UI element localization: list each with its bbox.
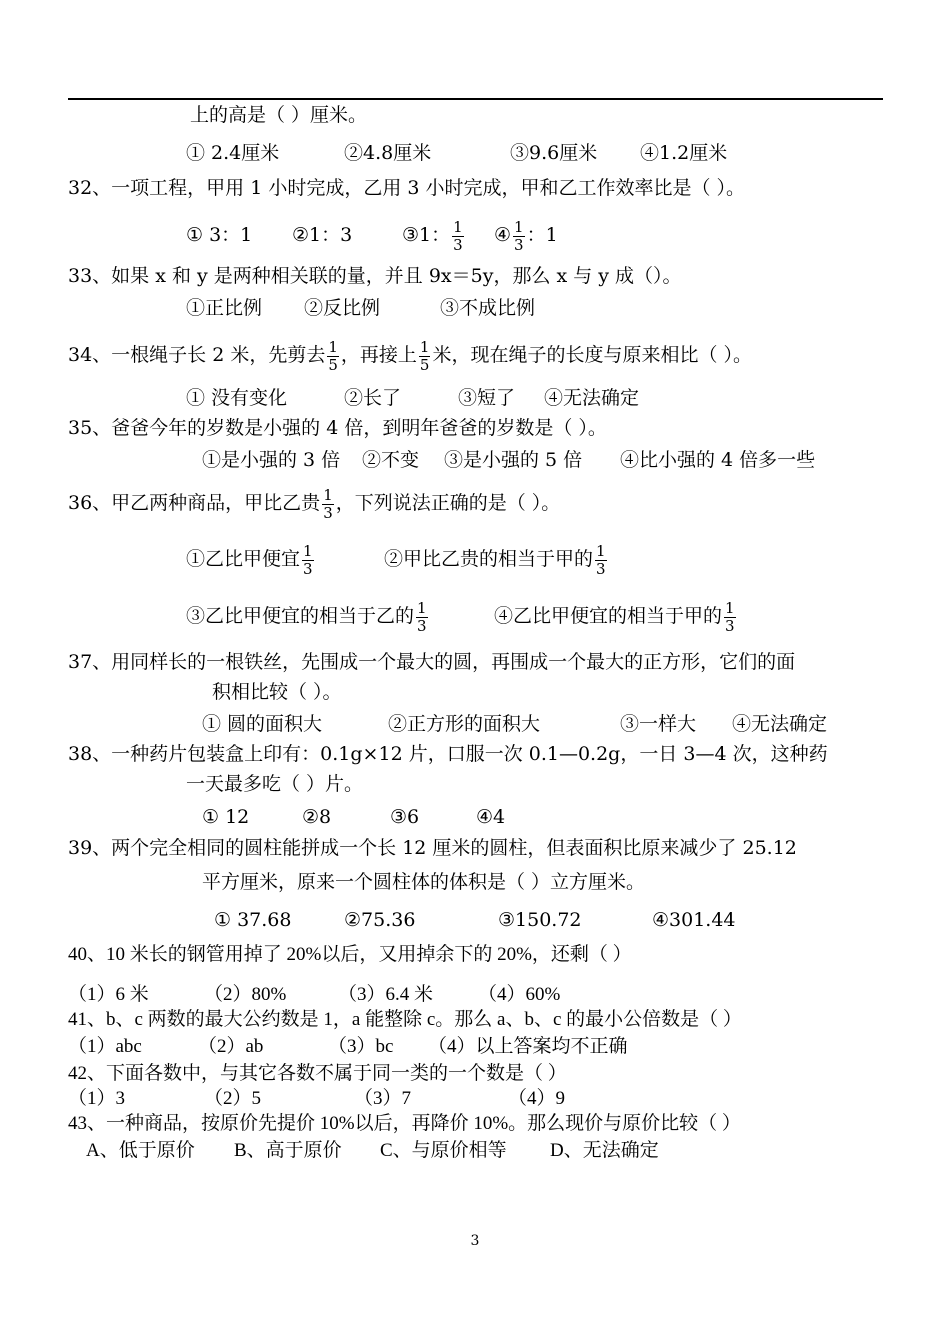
question-37-line-2: 积相比较（ ）。 xyxy=(212,681,342,703)
option-2[interactable]: ②长了 xyxy=(344,387,402,409)
question-41-options xyxy=(68,1035,628,1059)
option-3[interactable]: ③150.72 xyxy=(498,909,582,931)
option-2[interactable]: （2）5 xyxy=(204,1088,262,1109)
fraction: $\frac{1}{5}$ xyxy=(328,337,338,374)
option-d[interactable]: D、无法确定 xyxy=(550,1140,659,1161)
option-3[interactable]: （3）7 xyxy=(354,1088,412,1109)
fraction: $\frac{1}{5}$ xyxy=(419,337,430,374)
question-36-options-b xyxy=(186,597,738,635)
option-3[interactable]: ③不成比例 xyxy=(440,297,536,319)
option-1[interactable]: ① 圆的面积大 xyxy=(202,713,323,735)
option-4[interactable]: ④比小强的 4 倍多一些 xyxy=(620,449,816,471)
option-3[interactable] xyxy=(402,218,494,254)
option-4[interactable]: ④301.44 xyxy=(652,909,736,931)
option-3[interactable]: ③一样大 xyxy=(620,713,697,735)
option-4[interactable] xyxy=(494,218,558,254)
option-1[interactable]: ① 3：1 xyxy=(186,224,253,246)
option-2[interactable] xyxy=(384,540,609,578)
option-3-label: ③乙比甲便宜的相当于乙的 xyxy=(186,605,415,627)
option-c[interactable]: C、与原价相等 xyxy=(380,1140,507,1161)
option-1-label: ①乙比甲便宜 xyxy=(186,548,301,570)
option-2[interactable]: ②1：3 xyxy=(292,224,353,246)
option-4[interactable] xyxy=(494,597,738,635)
option-4[interactable]: ④无法确定 xyxy=(732,713,828,735)
question-35: 35、爸爸今年的岁数是小强的 4 倍，到明年爸爸的岁数是（ ）。 xyxy=(68,417,607,439)
option-3[interactable]: ③9.6厘米 xyxy=(510,142,598,164)
fraction: $\frac{1}{3}$ xyxy=(514,217,524,254)
option-2-label: ②甲比乙贵的相当于甲的 xyxy=(384,548,594,570)
option-1[interactable]: ① 12 xyxy=(202,806,250,828)
question-40-options xyxy=(68,983,560,1007)
question-42-options xyxy=(68,1087,565,1111)
option-2[interactable]: ②反比例 xyxy=(304,297,381,319)
question-36 xyxy=(68,484,560,522)
option-4-label: ④乙比甲便宜的相当于甲的 xyxy=(494,605,723,627)
option-4[interactable]: （4）以上答案均不正确 xyxy=(428,1036,628,1057)
option-1[interactable]: ①正比例 xyxy=(186,297,263,319)
fraction: $\frac{1}{3}$ xyxy=(323,485,333,522)
option-1[interactable]: ① 37.68 xyxy=(214,909,292,931)
option-3-label: ③1： xyxy=(402,224,451,246)
option-2[interactable]: ②4.8厘米 xyxy=(344,142,432,164)
fraction: $\frac{1}{3}$ xyxy=(417,598,427,635)
option-2[interactable]: ②不变 xyxy=(362,449,420,471)
question-43-options xyxy=(86,1139,659,1163)
question-37-line-1: 37、用同样长的一根铁丝，先围成一个最大的圆，再围成一个最大的正方形，它们的面 xyxy=(68,651,796,673)
option-2[interactable]: ②8 xyxy=(302,806,332,828)
question-36-options-a xyxy=(186,540,609,578)
option-4[interactable]: （4）9 xyxy=(508,1088,566,1109)
option-2[interactable]: （2）ab xyxy=(198,1036,264,1057)
question-39-options xyxy=(214,908,736,932)
question-33: 33、如果 x 和 y 是两种相关联的量，并且 9x＝5y，那么 x 与 y 成（）。 xyxy=(68,265,682,287)
option-1[interactable] xyxy=(186,540,384,578)
option-4[interactable]: ④4 xyxy=(476,806,506,828)
option-3[interactable]: ③短了 xyxy=(458,387,516,409)
option-3[interactable]: （3）6.4 米 xyxy=(338,984,434,1005)
fraction: $\frac{1}{3}$ xyxy=(303,541,313,578)
option-4[interactable]: ④1.2厘米 xyxy=(640,142,728,164)
option-3[interactable]: （3）bc xyxy=(328,1036,394,1057)
header-rule xyxy=(68,98,883,100)
option-3[interactable]: ③是小强的 5 倍 xyxy=(444,449,583,471)
fraction: $\frac{1}{3}$ xyxy=(596,541,606,578)
question-39-line-1: 39、两个完全相同的圆柱能拼成一个长 12 厘米的圆柱，但表面积比原来减少了 25.12 xyxy=(68,837,797,859)
option-4-suffix: ：1 xyxy=(526,224,558,246)
question-39-line-2: 平方厘米，原来一个圆柱体的体积是（ ）立方厘米。 xyxy=(202,871,646,893)
option-3[interactable] xyxy=(186,597,494,635)
option-1[interactable]: ① 没有变化 xyxy=(186,387,288,409)
question-34-options xyxy=(186,386,639,410)
option-1[interactable]: （1）3 xyxy=(68,1088,126,1109)
question-31-options xyxy=(186,141,727,165)
question-38-line-2: 一天最多吃（ ）片。 xyxy=(186,773,364,795)
question-33-options xyxy=(186,296,535,320)
question-40: 40、10 米长的钢管用掉了 20%以后，又用掉余下的 20%，还剩（ ） xyxy=(68,944,632,965)
question-36-pre: 36、甲乙两种商品，甲比乙贵 xyxy=(68,492,321,514)
option-1[interactable]: （1）abc xyxy=(68,1036,142,1057)
question-32: 32、一项工程，甲用 1 小时完成，乙用 3 小时完成，甲和乙工作效率比是（ ）。 xyxy=(68,177,746,199)
question-32-options xyxy=(186,218,558,254)
option-1[interactable]: ① 2.4厘米 xyxy=(186,142,280,164)
option-2[interactable]: ②75.36 xyxy=(344,909,416,931)
page-number: 3 xyxy=(470,1233,480,1249)
option-1[interactable]: （1）6 米 xyxy=(68,984,149,1005)
option-3[interactable]: ③6 xyxy=(390,806,420,828)
question-35-options xyxy=(202,448,815,472)
question-34-mid: ，再接上 xyxy=(340,344,417,366)
option-2[interactable]: ②正方形的面积大 xyxy=(388,713,541,735)
question-36-post: ，下列说法正确的是（ ）。 xyxy=(335,492,561,514)
option-4[interactable]: （4）60% xyxy=(478,984,561,1005)
option-4-label: ④ xyxy=(494,224,512,246)
option-1[interactable]: ①是小强的 3 倍 xyxy=(202,449,341,471)
option-a[interactable]: A、低于原价 xyxy=(86,1140,195,1161)
question-38-line-1: 38、一种药片包装盒上印有：0.1g×12 片，口服一次 0.1—0.2g，一日 3—4 次，这种药 xyxy=(68,743,828,765)
option-2[interactable]: （2）80% xyxy=(204,984,287,1005)
fraction: $\frac{1}{3}$ xyxy=(453,217,463,254)
question-42: 42、下面各数中，与其它各数不属于同一类的一个数是（ ） xyxy=(68,1063,567,1084)
fraction: $\frac{1}{3}$ xyxy=(725,598,735,635)
question-38-options xyxy=(202,805,505,829)
question-43: 43、一种商品，按原价先提价 10%以后，再降价 10%。那么现价与原价比较（ ） xyxy=(68,1113,741,1134)
question-41: 41、b、c 两数的最大公约数是 1，a 能整除 c。那么 a、b、c 的最小公倍数是（ ） xyxy=(68,1009,742,1030)
question-31-continuation: 上的高是（ ）厘米。 xyxy=(190,104,368,126)
question-34 xyxy=(68,336,752,374)
question-34-post: 米，现在绳子的长度与原来相比（ ）。 xyxy=(432,344,753,366)
question-34-pre: 34、一根绳子长 2 米，先剪去 xyxy=(68,344,326,366)
question-37-options xyxy=(202,712,827,736)
option-b[interactable]: B、高于原价 xyxy=(234,1140,342,1161)
option-4[interactable]: ④无法确定 xyxy=(544,387,640,409)
